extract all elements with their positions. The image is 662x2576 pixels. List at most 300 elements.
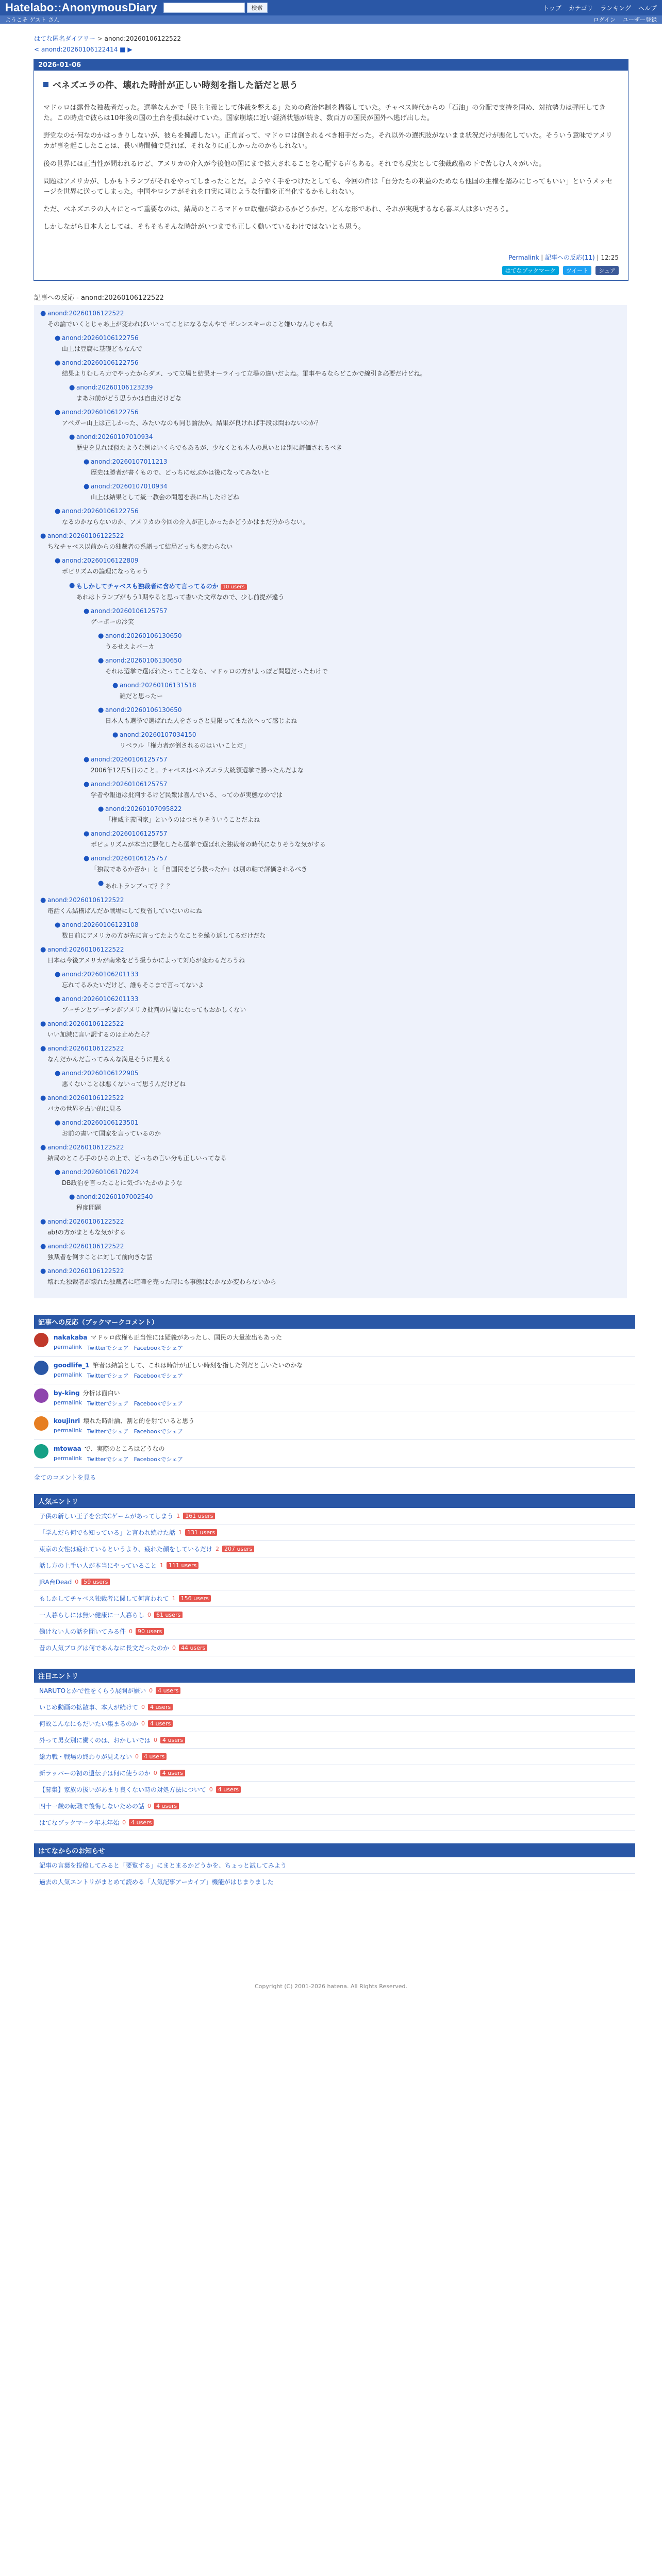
bookmark-line: [54, 1361, 303, 1369]
comment-count: 2: [216, 1546, 220, 1553]
ref-link[interactable]: anond:20260106123501: [62, 1119, 139, 1127]
ref-text: 独裁者を倒すことに対して前向きな話: [47, 1253, 153, 1261]
ref-item: [40, 1218, 627, 1241]
entry-title-text[interactable]: ベネズエラの件、壊れた時計が正しい時刻を指した話だと思う: [53, 80, 298, 91]
pager: [34, 46, 662, 53]
ref-link[interactable]: anond:20260106201133: [62, 995, 139, 1003]
ref-link-line: [91, 830, 620, 838]
ref-link[interactable]: anond:20260106125757: [91, 855, 168, 862]
bookmark-twitter[interactable]: Twitterでシェア: [87, 1345, 129, 1352]
ref-link[interactable]: anond:20260107034150: [120, 731, 196, 739]
ref-link[interactable]: anond:20260106131518: [120, 682, 196, 689]
ref-box: [47, 1045, 627, 1068]
ref-text: 壊れた独裁者が壊れた独裁者に喧嘩を売った時にも事態はなかなか変わらないから: [47, 1278, 277, 1286]
ref-text: ボビリズムの論理になっちゃう: [62, 568, 148, 575]
ref-link[interactable]: anond:20260107095822: [105, 805, 182, 813]
bookmark-item: [34, 1440, 635, 1468]
ref-box: [62, 1070, 627, 1093]
section-item: [34, 1508, 635, 1524]
avatar[interactable]: [34, 1416, 48, 1431]
day-box: [34, 59, 628, 281]
ref-link[interactable]: anond:20260106122522: [47, 1094, 124, 1102]
bullet-icon: ●: [84, 483, 90, 491]
ref-link[interactable]: anond:20260106170224: [62, 1168, 139, 1176]
bullet-icon: ●: [84, 830, 90, 838]
ref-text: ボビュリズムが本当に悪化したら選挙で選ばれた独裁者の時代になりそうな気がする: [91, 841, 326, 849]
bookmark-user[interactable]: goodlife_1: [54, 1362, 90, 1369]
ref-link-line: [47, 1094, 620, 1102]
users-badge[interactable]: 4 users: [142, 1753, 167, 1760]
all-comments: [34, 1473, 662, 1482]
users-badge[interactable]: 61 users: [154, 1612, 183, 1618]
top-bar: [0, 0, 662, 15]
ref-link[interactable]: もしかしてチャベスも独裁者に含めて言ってるのか: [76, 583, 219, 590]
prev-link[interactable]: < anond:20260106122414: [34, 46, 118, 53]
title-square-icon: [43, 82, 48, 87]
bullet-icon: ●: [40, 946, 46, 954]
bookmark-item: [34, 1357, 635, 1384]
facebook-share-button[interactable]: シェア: [595, 266, 619, 275]
ref-link[interactable]: anond:20260106125757: [91, 756, 168, 764]
avatar[interactable]: [34, 1333, 48, 1347]
ref-link-line: [105, 706, 620, 714]
section-item-link[interactable]: もしかしてチャベス独裁者に関して何言われて: [39, 1595, 169, 1603]
users-badge[interactable]: 156 users: [179, 1595, 211, 1602]
section-item: [34, 1765, 635, 1782]
bookmark-list: [34, 1329, 635, 1468]
bookmark-facebook[interactable]: Facebookでシェア: [134, 1345, 184, 1352]
ref-item: [55, 971, 627, 994]
ref-item: [55, 334, 627, 358]
bullet-icon: ●: [55, 1070, 61, 1078]
ref-link[interactable]: anond:20260106122522: [47, 1243, 124, 1250]
ref-text: 程度問題: [76, 1204, 102, 1212]
ref-link[interactable]: anond:20260106130650: [105, 706, 182, 714]
bullet-icon: ●: [55, 507, 61, 516]
breadcrumb-root[interactable]: はてな匿名ダイアリー: [34, 35, 95, 42]
bullet-icon: ●: [98, 805, 104, 814]
ref-link[interactable]: anond:20260106122522: [47, 1218, 124, 1226]
users-badge[interactable]: 4 users: [148, 1720, 173, 1727]
ref-text: 結局のところ手のひらの上で、どっちの言い分も正しいってなる: [47, 1155, 227, 1162]
comment-count: 0: [129, 1628, 133, 1635]
comment-count: 0: [75, 1579, 79, 1586]
users-badge[interactable]: 131 users: [185, 1529, 217, 1536]
ref-link-line: [62, 409, 620, 416]
ref-box: [91, 756, 627, 779]
comment-count: 1: [178, 1529, 183, 1536]
comments-link[interactable]: 記事への反応(11): [545, 254, 595, 262]
avatar[interactable]: [34, 1361, 48, 1375]
entry-paragraph: ただ、ベネズエラの人々にとって重要なのは、結局のところマドゥロ政権が終わるかどうかだ。どんな形であれ、それが実現するなら喜ぶ人は多いだろう。: [43, 205, 513, 213]
ref-text: リベラル「権力者が倒されるのはいいことだ」: [120, 742, 250, 750]
section-item: [34, 1857, 635, 1874]
ref-item: [55, 557, 627, 580]
bookmark-user[interactable]: nakakaba: [54, 1334, 88, 1342]
ref-link[interactable]: anond:20260106130650: [105, 632, 182, 640]
ref-link-line: [91, 483, 620, 490]
ref-item: [84, 781, 627, 804]
ref-link[interactable]: anond:20260106125757: [91, 781, 168, 788]
ref-link-line: [47, 1144, 620, 1151]
ref-text: 山上は豆腐に基礎どもなんで: [62, 345, 143, 353]
users-badge[interactable]: 4 users: [160, 1770, 185, 1776]
bullet-icon: ●: [84, 756, 90, 764]
ref-link-line: [76, 433, 620, 441]
ref-box: [47, 1144, 627, 1167]
bookmark-facebook[interactable]: Facebookでシェア: [134, 1456, 184, 1463]
ref-text: 山上は結果として統一教会の問題を表に出したけどね: [91, 494, 240, 501]
comment-count: 0: [172, 1645, 176, 1652]
section-item-link[interactable]: 総力戦・戦場の終わりが見えない: [39, 1753, 133, 1761]
ref-link-line: [62, 557, 620, 565]
bullet-icon: ●: [40, 1045, 46, 1053]
entry-section: [34, 1669, 635, 1831]
bookmark-permalink[interactable]: permalink: [54, 1427, 82, 1434]
bullet-icon: ●: [55, 557, 61, 565]
ref-link-line: [47, 946, 620, 954]
ref-text: なるのかならないのか、アメリカの今回の介入が正しかったかどうかはまだ分からない。: [62, 518, 309, 526]
ref-link-line: [91, 781, 620, 788]
bookmark-meta: [54, 1399, 183, 1408]
ref-link-line: [62, 995, 620, 1003]
bookmark-twitter[interactable]: Twitterでシェア: [87, 1456, 129, 1463]
entry-paragraph: 野党なのか何なのかはっきりしないが、彼らを擁護したい。正直言って、マドゥロは倒されるべき相手だった。それ以外の選択肢がないまま状況だけが悪化していた。そういう意味でアメリカが事を起こしたことは、長い時間軸で見れば、それなりに正しかったのかもしれない。: [43, 132, 613, 150]
ref-link-line: [47, 1020, 620, 1028]
bookmark-user[interactable]: koujinri: [54, 1417, 80, 1425]
ref-box: [47, 310, 627, 333]
ref-link-line: [105, 657, 620, 665]
bullet-icon: ●: [40, 532, 46, 540]
bullet-icon: ●: [40, 1094, 46, 1103]
site-logo[interactable]: Hatelabo::AnonymousDiary: [5, 1, 157, 14]
tweet-button[interactable]: ツイート: [563, 266, 591, 275]
bookmark-comment: 筆者は結論として、これは時計が正しい時刻を指した例だと言いたいのかな: [92, 1362, 303, 1369]
section-item-link[interactable]: 何故こんなにもだいたい集まるのか: [39, 1720, 139, 1728]
comment-count: 0: [135, 1753, 139, 1760]
ref-item: [55, 1119, 627, 1142]
section-item-link[interactable]: 昔の人気ブログは何であんなに長文だったのか: [39, 1645, 170, 1652]
bookmark-twitter[interactable]: Twitterでシェア: [87, 1372, 129, 1380]
welcome-text: ようこそ ゲスト さん: [5, 16, 60, 23]
ref-link-line: [47, 1218, 620, 1226]
bookmark-permalink[interactable]: permalink: [54, 1399, 82, 1406]
bullet-icon: ●: [112, 682, 119, 690]
ref-link[interactable]: anond:20260106122522: [47, 1144, 124, 1151]
users-badge[interactable]: 161 users: [183, 1513, 215, 1519]
section-item-link[interactable]: 外って男女別に働くのは、おかしいでは: [39, 1737, 151, 1744]
ref-item: [40, 1045, 627, 1068]
ref-text: 電話くん結構ばんだか戦場にして反省していないのにね: [47, 907, 203, 915]
bullet-icon: ●: [98, 706, 104, 715]
home-link[interactable]: ■: [120, 46, 126, 53]
bookmark-item: [34, 1329, 635, 1357]
ref-link[interactable]: anond:20260106122522: [47, 946, 124, 954]
section-item: [34, 1874, 635, 1890]
ref-box: [91, 855, 627, 878]
ref-text: DB政治を言ったことに気づいたかのような: [62, 1179, 183, 1187]
comment-count: 1: [160, 1562, 164, 1569]
ref-box: [91, 458, 627, 481]
users-badge[interactable]: 90 users: [136, 1628, 164, 1635]
ref-link[interactable]: anond:20260106122522: [47, 1267, 124, 1275]
ref-link-line: [47, 1267, 620, 1275]
ref-link-line: [91, 458, 620, 466]
bookmark-content: [54, 1388, 183, 1408]
ref-item: [69, 1193, 627, 1216]
section-item-link[interactable]: いじめ動画の拡散事、本人が続けて: [39, 1704, 139, 1711]
top-nav: [543, 4, 657, 12]
ref-link[interactable]: anond:20260106122809: [62, 557, 139, 565]
section-item-link[interactable]: 新ラッパーの初の遺伝子は何に使うのか: [39, 1770, 151, 1777]
section-item: [34, 1732, 635, 1749]
nav-ranking[interactable]: ランキング: [600, 4, 631, 12]
section-item-link[interactable]: NARUTOとかで性をくらう展開が嫌い: [39, 1687, 146, 1695]
entry-section: [34, 1843, 635, 1890]
section-item: [34, 1623, 635, 1640]
ref-box: [47, 1218, 627, 1241]
bookmark-comment: 壊れた時計論、割と的を射ていると思う: [83, 1417, 195, 1425]
ref-link[interactable]: anond:20260106122522: [47, 1045, 124, 1053]
section-item: [34, 1815, 635, 1831]
ref-item: [69, 433, 627, 456]
ref-item: [84, 830, 627, 853]
ref-link[interactable]: anond:20260106122522: [47, 1020, 124, 1028]
users-badge[interactable]: 59 users: [81, 1579, 110, 1585]
section-item-link[interactable]: 「学んだら何でも知っている」と言われ続けた話: [39, 1529, 176, 1537]
ref-box: [62, 359, 627, 382]
ref-text: 結果よりむしろ力でやったからダメ、って立場と結果オーライって立場の違いだよね。軍事やるならどこかで線引き必要だけどね。: [62, 370, 426, 378]
comment-count: 0: [141, 1704, 145, 1711]
next-link[interactable]: ▶: [127, 46, 133, 53]
ref-item: [84, 458, 627, 481]
bullet-icon: ●: [40, 1267, 46, 1276]
ref-link[interactable]: anond:20260106122756: [62, 507, 139, 515]
entry-paragraph: 後の世界には正当性が問われるけど、アメリカの介入が今後他の国にまで拡大されることを心配する声もある。それでも現実として独裁政権の下で苦しむ人々がいた。: [43, 160, 546, 168]
comment-count: 0: [122, 1819, 126, 1826]
section-item: [34, 1716, 635, 1732]
ref-box: [105, 805, 627, 828]
comment-count: 0: [149, 1687, 153, 1694]
ref-box: [47, 532, 627, 555]
ref-link[interactable]: anond:20260106122756: [62, 334, 139, 342]
bullet-icon: ●: [55, 1168, 61, 1177]
ref-link[interactable]: anond:20260106123108: [62, 921, 139, 929]
users-badge[interactable]: 4 users: [160, 1737, 185, 1743]
ref-text: うるせえよバーカ: [105, 643, 155, 651]
users-badge[interactable]: 207 users: [222, 1546, 254, 1552]
nav-category[interactable]: カテゴリ: [568, 4, 593, 12]
ref-item: [98, 632, 627, 655]
users-badge[interactable]: 10 users: [221, 584, 247, 590]
ref-link[interactable]: anond:20260106125757: [91, 830, 168, 838]
ref-box: [76, 433, 627, 456]
ref-link-line: [91, 855, 620, 862]
bookmark-permalink[interactable]: permalink: [54, 1371, 82, 1379]
sub-bar: [0, 15, 662, 24]
ref-box: [120, 682, 627, 705]
users-badge[interactable]: 4 users: [148, 1704, 173, 1710]
ref-text: お前の書いて国家を言っているのか: [62, 1130, 161, 1138]
ref-link[interactable]: anond:20260106123239: [76, 384, 153, 392]
ref-link-line: [62, 1119, 620, 1127]
ref-item: [40, 532, 627, 555]
section-item-link[interactable]: JRA台Dead: [39, 1579, 72, 1586]
entry-body: [43, 103, 619, 232]
ref-link-line: [47, 310, 620, 317]
ref-box: [120, 731, 627, 754]
bullet-icon: ●: [69, 384, 75, 392]
entry-paragraph: 問題はアメリカが、しかもトランプがそれをやってしまったことだ。ようやく手をつけたとしても、今回の件は「自分たちの利益のためなら他国の主権を踏みにじってもいい」というメッセージを世界に送ってしまった。中国やロシアがそれを口実に同じような行動を正当化するかもしれない。: [43, 177, 613, 196]
section-item-link[interactable]: 四十一歳の転職で後悔しないための話: [39, 1803, 145, 1810]
bookmark-facebook[interactable]: Facebookでシェア: [134, 1400, 184, 1408]
ref-link-line: [62, 1168, 620, 1176]
entry: [34, 71, 628, 280]
avatar[interactable]: [34, 1388, 48, 1403]
ref-link[interactable]: anond:20260106201133: [62, 971, 139, 978]
ref-box: [105, 879, 627, 895]
breadcrumb-current: anond:20260106122522: [104, 35, 181, 42]
all-comments-link[interactable]: 全てのコメントを見る: [34, 1474, 96, 1482]
entry-paragraph: マドゥロは露骨な独裁者だった。選挙なんかで「民主主義として体裁を整える」ための政治体制を構築していた。チャベス時代からの「石油」の分配で支持を固め、対抗勢力は弾圧してきた。この時点で彼らは10年後の国の土台を損ね続けていた。国家崩壊に近い経済状態が続き、数百万の国民が国外へ逃げ出した。: [43, 104, 606, 123]
section-item-link[interactable]: 働けない人の話を聞いてみる件: [39, 1628, 126, 1636]
ref-link[interactable]: anond:20260106122522: [47, 310, 124, 317]
users-badge[interactable]: 4 users: [154, 1803, 179, 1809]
ref-link-line: [105, 632, 620, 640]
users-badge[interactable]: 4 users: [156, 1687, 180, 1694]
nav-help[interactable]: ヘルプ: [638, 4, 657, 12]
section-item: [34, 1557, 635, 1574]
ref-link[interactable]: anond:20260106122905: [62, 1070, 139, 1077]
ref-item: [98, 706, 627, 730]
nav-top[interactable]: トップ: [543, 4, 561, 12]
bookmark-twitter[interactable]: Twitterでシェア: [87, 1428, 129, 1435]
ref-item: [40, 1094, 627, 1117]
ref-item: [55, 409, 627, 432]
section-item-link[interactable]: 【募集】家族の扱いがあまり良くない時の対処方法について: [39, 1786, 206, 1794]
bullet-icon: ●: [69, 1193, 75, 1201]
ref-box: [62, 507, 627, 531]
ref-link[interactable]: anond:20260107010934: [76, 433, 153, 441]
bullet-icon: ●: [112, 731, 119, 739]
ref-link-line: [76, 384, 620, 392]
bookmark-user[interactable]: mtowaa: [54, 1445, 81, 1453]
section-item-link[interactable]: 一人暮らしには無い健康に一人暮らし: [39, 1612, 145, 1619]
bookmark-permalink[interactable]: permalink: [54, 1455, 82, 1462]
bullet-icon: ●: [40, 1020, 46, 1028]
ref-link[interactable]: anond:20260106125757: [91, 607, 168, 615]
ref-box: [91, 830, 627, 853]
ref-box: [105, 706, 627, 730]
avatar[interactable]: [34, 1444, 48, 1459]
bookmark-line: [54, 1416, 194, 1425]
section-item-link[interactable]: はてなブックマーク年末年始: [39, 1819, 120, 1827]
section-item: [34, 1590, 635, 1607]
ref-text: アベガー山上は正しかった、みたいなのも同じ論法か。結果が良ければ手段は問わないのか？: [62, 419, 322, 427]
permalink[interactable]: Permalink: [508, 254, 539, 262]
section-item-link[interactable]: 過去の人気エントリがまとめて読める「人気記事アーカイブ」機能がはじまりました: [39, 1878, 274, 1886]
users-badge[interactable]: 111 users: [167, 1562, 198, 1569]
bookmark-permalink[interactable]: permalink: [54, 1344, 82, 1351]
ref-item: [84, 855, 627, 878]
login-link[interactable]: ログイン: [593, 16, 616, 23]
users-badge[interactable]: 4 users: [216, 1786, 241, 1793]
section-item: [34, 1574, 635, 1590]
search-input[interactable]: [163, 3, 245, 13]
bookmark-meta: [54, 1455, 183, 1463]
ref-item: [112, 731, 627, 754]
ref-box: [47, 896, 627, 920]
ref-text: 歴史は勝者が書くもので、どっちに転ぶかは後になってみないと: [91, 469, 270, 477]
ref-link-line: [76, 582, 620, 590]
bookmark-content: [54, 1444, 183, 1463]
section-item: [34, 1683, 635, 1699]
section-item: [34, 1699, 635, 1716]
ref-link-line: [62, 1070, 620, 1077]
ref-link[interactable]: anond:20260106122522: [47, 896, 124, 904]
ref-text: それは選挙で選ばれたってことなら、マドゥロの方がよっぽど問題だったわけで: [105, 668, 328, 675]
bullet-icon: ●: [69, 582, 75, 590]
ref-item: [40, 946, 627, 969]
bullet-icon: ●: [98, 657, 104, 665]
ref-link[interactable]: anond:20260106122756: [62, 359, 139, 367]
section-item: [34, 1798, 635, 1815]
ref-item: [55, 995, 627, 1019]
bookmark-comment: 分析は面白い: [82, 1389, 120, 1397]
ref-link[interactable]: anond:20260107010934: [91, 483, 168, 490]
bookmark-twitter[interactable]: Twitterでシェア: [87, 1400, 129, 1408]
bookmark-facebook[interactable]: Facebookでシェア: [134, 1428, 184, 1435]
refs-list: [34, 305, 627, 1298]
breadcrumb-separator: >: [95, 35, 105, 42]
ref-link-line: [47, 1045, 620, 1053]
ref-text: ちなチャベス以前からの独裁者の系譜って結局どっちも変わらない: [47, 543, 233, 551]
bookmark-item: [34, 1412, 635, 1440]
comment-count: 1: [176, 1513, 180, 1520]
bullet-icon: ●: [40, 1218, 46, 1226]
ref-link[interactable]: anond:20260106122522: [47, 532, 124, 540]
ref-text: 歴史を見れば似たような例はいくらでもあるが、少なくとも本人の思いとは別に評価されるべき: [76, 444, 342, 452]
section-item-link[interactable]: 子供の新しい王子を公式Cゲームがあってしまう: [39, 1513, 174, 1520]
bullet-icon: ●: [40, 1144, 46, 1152]
section-item-link[interactable]: 話し方の上手い人が本当にやっていること: [39, 1562, 157, 1570]
ref-text: 悪くないことは悪くないって思うんだけどね: [62, 1080, 186, 1088]
register-link[interactable]: ユーザー登録: [623, 16, 657, 23]
ref-link[interactable]: anond:20260107011213: [91, 458, 168, 466]
search-area: [163, 3, 268, 13]
ref-link[interactable]: anond:20260107002540: [76, 1193, 153, 1201]
ref-link[interactable]: anond:20260106130650: [105, 657, 182, 665]
section-item-link[interactable]: 記事の言葉を投稿してみると「要覧する」にまとまるかどうかを、ちょっと試してみよう: [39, 1862, 287, 1870]
users-badge[interactable]: 44 users: [179, 1645, 207, 1651]
section-item-link[interactable]: 東京の女性は疲れているというより、疲れた顔をしているだけ: [39, 1546, 213, 1553]
ref-link[interactable]: anond:20260106122756: [62, 409, 139, 416]
hatena-bookmark-button[interactable]: はてなブックマーク: [502, 266, 559, 275]
bullet-icon: ●: [84, 458, 90, 466]
users-badge[interactable]: 4 users: [129, 1819, 154, 1826]
ref-box: [47, 1243, 627, 1266]
bookmark-facebook[interactable]: Facebookでシェア: [134, 1372, 184, 1380]
search-button[interactable]: 検索: [247, 3, 268, 13]
entry-section: [34, 1494, 635, 1656]
share-buttons: [43, 266, 619, 275]
bookmark-user[interactable]: by-king: [54, 1389, 80, 1397]
ref-item: [98, 805, 627, 828]
bookmark-content: [54, 1333, 282, 1352]
ref-text: まあお前がどう思うかは自由だけどな: [76, 395, 182, 402]
ref-text: その論でいくとじゃあ上が変わればいいってことになるなんやで ゼレンスキーのこと嫌いなんじゃねえ: [47, 320, 334, 328]
breadcrumb: [34, 34, 662, 43]
